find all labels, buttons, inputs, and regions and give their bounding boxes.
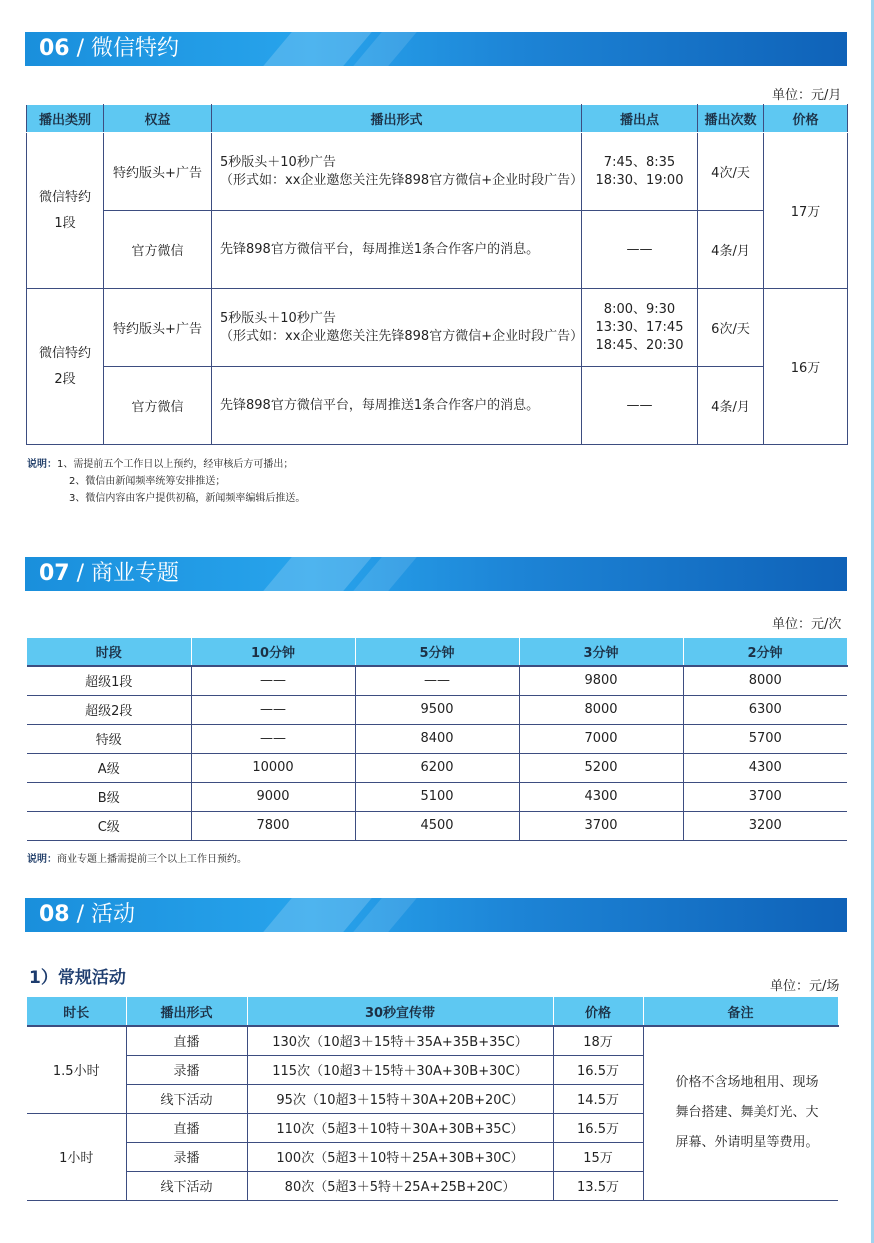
col-header: 30秒宣传带 [247,997,553,1026]
price-cell: 14.5万 [553,1084,643,1113]
wechat-header-row [27,105,848,133]
cell: 6300 [683,695,847,724]
section-07-title: 07 / 商业专题 [39,561,180,586]
table-row [27,782,847,811]
col-header: 价格 [553,997,643,1026]
table-row [27,289,848,367]
col-header: 10分钟 [191,638,355,666]
times-cell: —— [582,211,698,289]
form-cell: 5秒版头＋10秒广告 （形式如：xx企业邀您关注先锋898官方微信+企业时段广告） [212,133,582,211]
category-cell: 微信特约 2段 [27,289,104,445]
price-cell: 16.5万 [553,1055,643,1084]
times-cell: 7:45、8:35 18:30、19:00 [582,133,698,211]
count-cell: 6次/天 [698,289,764,367]
cell: —— [191,666,355,695]
promo-cell: 130次（10超3＋15特＋35A+35B+35C） [247,1026,553,1055]
cell: —— [355,666,519,695]
cell: 9500 [355,695,519,724]
cell: —— [191,695,355,724]
table-row [27,133,848,211]
cell: 特级 [27,724,191,753]
cell: C级 [27,811,191,840]
benefit-cell: 特约版头+广告 [104,289,212,367]
cell: 8400 [355,724,519,753]
col-header: 时段 [27,638,191,666]
col-header: 5分钟 [355,638,519,666]
col-header: 备注 [643,997,838,1026]
cell: —— [191,724,355,753]
form-cell: 先锋898官方微信平台，每周推送1条合作客户的消息。 [212,367,582,445]
benefit-cell: 特约版头+广告 [104,133,212,211]
times-cell: —— [582,367,698,445]
cell: 5700 [683,724,847,753]
cell: 6200 [355,753,519,782]
cell: 7000 [519,724,683,753]
table-row [27,811,847,840]
form-cell: 线下活动 [126,1084,247,1113]
col-header: 播出形式 [212,105,582,133]
cell: 8000 [519,695,683,724]
count-cell: 4条/月 [698,367,764,445]
form-cell: 先锋898官方微信平台，每周推送1条合作客户的消息。 [212,211,582,289]
table-row [27,695,847,724]
form-cell: 录播 [126,1055,247,1084]
cell: 9800 [519,666,683,695]
special-header-row [27,638,847,666]
form-cell: 直播 [126,1113,247,1142]
price-cell: 16.5万 [553,1113,643,1142]
table-row [27,753,847,782]
wechat-notes: 说明：1、需提前五个工作日以上预约，经审核后方可播出； 2、微信由新闻频率统筹安排推送； 3、微信内容由客户提供初稿，新闻频率编辑后推送。 [27,459,306,504]
cell: 10000 [191,753,355,782]
form-cell: 5秒版头＋10秒广告 （形式如：xx企业邀您关注先锋898官方微信+企业时段广告） [212,289,582,367]
special-note: 说明：商业专题上播需提前三个以上工作日预约。 [27,854,247,865]
table-row [27,724,847,753]
remark-cell: 价格不含场地租用、现场 舞台搭建、舞美灯光、大 屏幕、外请明星等费用。 [643,1026,838,1200]
form-cell: 录播 [126,1142,247,1171]
table-row [27,1026,838,1055]
col-header: 2分钟 [683,638,847,666]
col-header: 时长 [27,997,126,1026]
duration-cell: 1.5小时 [27,1026,126,1113]
cell: 8000 [683,666,847,695]
table-row [27,211,848,289]
table-row [27,666,847,695]
cell: 超级2段 [27,695,191,724]
cell: B级 [27,782,191,811]
promo-cell: 100次（5超3＋10特＋25A+30B+30C） [247,1142,553,1171]
table-row [27,367,848,445]
count-cell: 4条/月 [698,211,764,289]
price-cell: 13.5万 [553,1171,643,1200]
category-cell: 微信特约 1段 [27,133,104,289]
form-cell: 直播 [126,1026,247,1055]
col-header: 播出点 [582,105,698,133]
section-06-title: 06 / 微信特约 [39,36,180,61]
section-06-banner [25,32,847,66]
col-header: 价格 [764,105,848,133]
cell: 9000 [191,782,355,811]
price-cell: 17万 [764,133,848,289]
cell: 7800 [191,811,355,840]
section-08-banner [25,898,847,932]
activity-table [27,997,839,1201]
cell: 3700 [519,811,683,840]
times-cell: 8:00、9:30 13:30、17:45 18:45、20:30 [582,289,698,367]
activity-unit: 单位：元/场 [770,979,840,994]
cell: 3200 [683,811,847,840]
special-table [27,638,848,841]
activity-header-row [27,997,838,1026]
cell: A级 [27,753,191,782]
promo-cell: 115次（10超3＋15特＋30A+30B+30C） [247,1055,553,1084]
promo-cell: 80次（5超3＋5特＋25A+25B+20C） [247,1171,553,1200]
col-header: 权益 [104,105,212,133]
cell: 5100 [355,782,519,811]
cell: 4300 [519,782,683,811]
benefit-cell: 官方微信 [104,367,212,445]
col-header: 播出类别 [27,105,104,133]
price-cell: 18万 [553,1026,643,1055]
section-08-title: 08 / 活动 [39,902,136,927]
benefit-cell: 官方微信 [104,211,212,289]
col-header: 播出形式 [126,997,247,1026]
special-unit: 单位：元/次 [772,617,842,632]
wechat-unit: 单位：元/月 [772,88,842,103]
col-header: 3分钟 [519,638,683,666]
price-cell: 15万 [553,1142,643,1171]
cell: 超级1段 [27,666,191,695]
activity-subtitle: 1）常规活动 [29,968,126,988]
price-cell: 16万 [764,289,848,445]
count-cell: 4次/天 [698,133,764,211]
form-cell: 线下活动 [126,1171,247,1200]
section-07-banner [25,557,847,591]
col-header: 播出次数 [698,105,764,133]
duration-cell: 1小时 [27,1113,126,1200]
cell: 5200 [519,753,683,782]
promo-cell: 95次（10超3＋15特＋30A+20B+20C） [247,1084,553,1113]
wechat-table [26,104,848,445]
cell: 4500 [355,811,519,840]
cell: 4300 [683,753,847,782]
promo-cell: 110次（5超3＋10特＋30A+30B+35C） [247,1113,553,1142]
cell: 3700 [683,782,847,811]
